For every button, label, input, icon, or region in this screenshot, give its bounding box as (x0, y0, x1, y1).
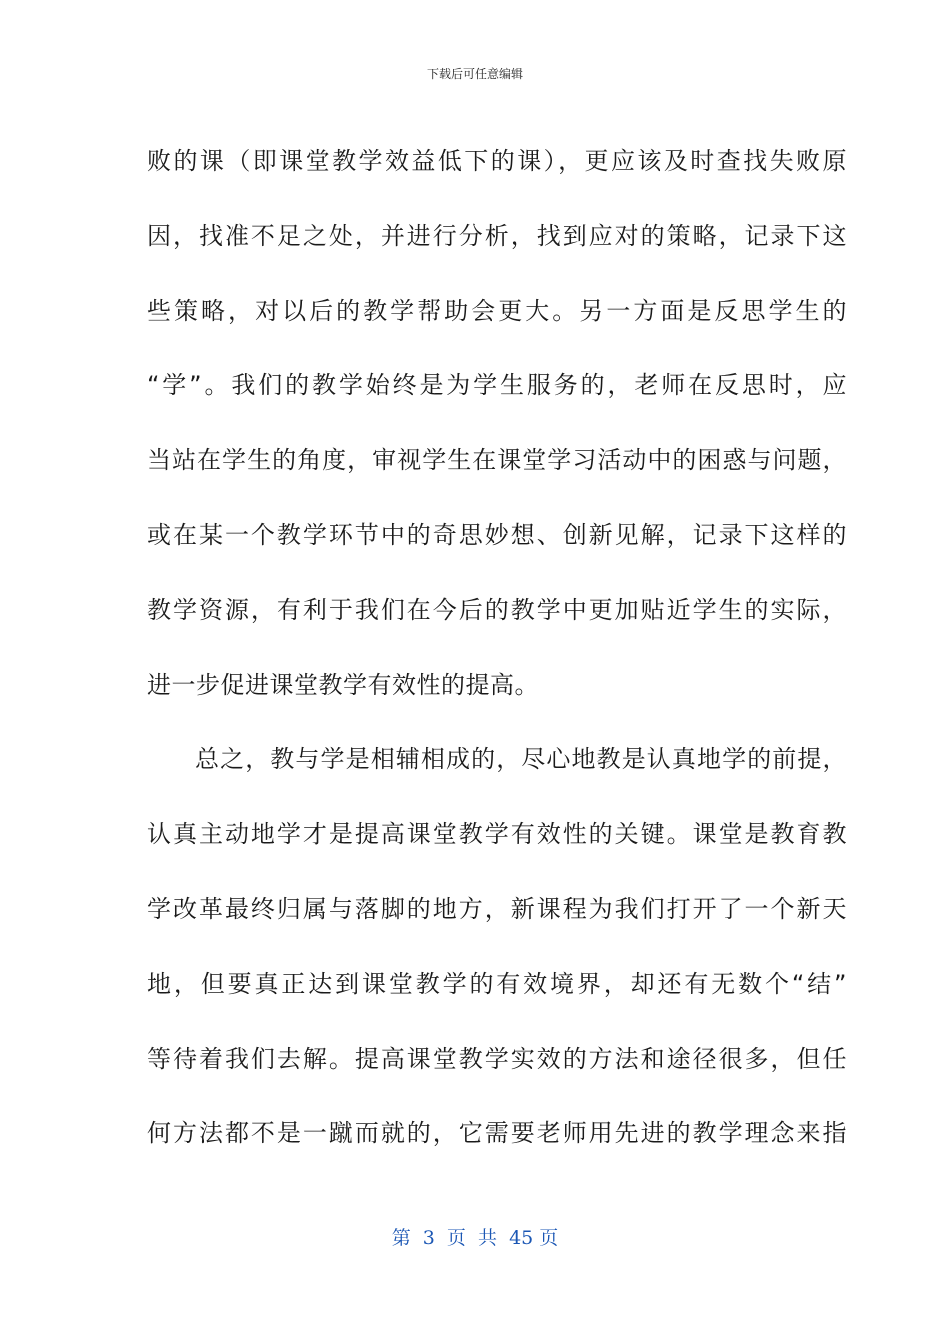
text-line: 认真主动地学才是提高课堂教学有效性的关键。课堂是教育教 (147, 820, 847, 849)
header-note: 下载后可任意编辑 (426, 67, 523, 81)
text-line: 学改革最终归属与落脚的地方，新课程为我们打开了一个新天 (147, 894, 847, 923)
body-text (147, 124, 847, 1171)
text-line: 因，找准不足之处，并进行分析，找到应对的策略，记录下这 (147, 221, 847, 250)
text-line: 进一步促进课堂教学有效性的提高。 (147, 670, 539, 699)
text-line: 地，但要真正达到课堂教学的有效境界，却还有无数个“结” (147, 969, 847, 998)
text-line: 等待着我们去解。提高课堂教学实效的方法和途径很多，但任 (147, 1044, 847, 1073)
text-line: 败的课（即课堂教学效益低下的课），更应该及时查找失败原 (147, 147, 847, 175)
page-number-footer: 第 3 页 共 45 页 (391, 1227, 559, 1249)
text-line: 教学资源，有利于我们在今后的教学中更加贴近学生的实际， (147, 595, 847, 624)
text-line: 或在某一个教学环节中的奇思妙想、创新见解，记录下这样的 (147, 520, 847, 549)
text-line: 当站在学生的角度，审视学生在课堂学习活动中的困惑与问题， (147, 446, 847, 475)
paragraph-start-line: 总之，教与学是相辅相成的，尽心地教是认真地学的前提， (195, 745, 847, 774)
text-line: 些策略，对以后的教学帮助会更大。另一方面是反思学生的 (147, 296, 847, 325)
text-line: 何方法都不是一蹴而就的，它需要老师用先进的教学理念来指 (147, 1119, 847, 1148)
text-line: “学”。我们的教学始终是为学生服务的，老师在反思时，应 (147, 371, 847, 400)
